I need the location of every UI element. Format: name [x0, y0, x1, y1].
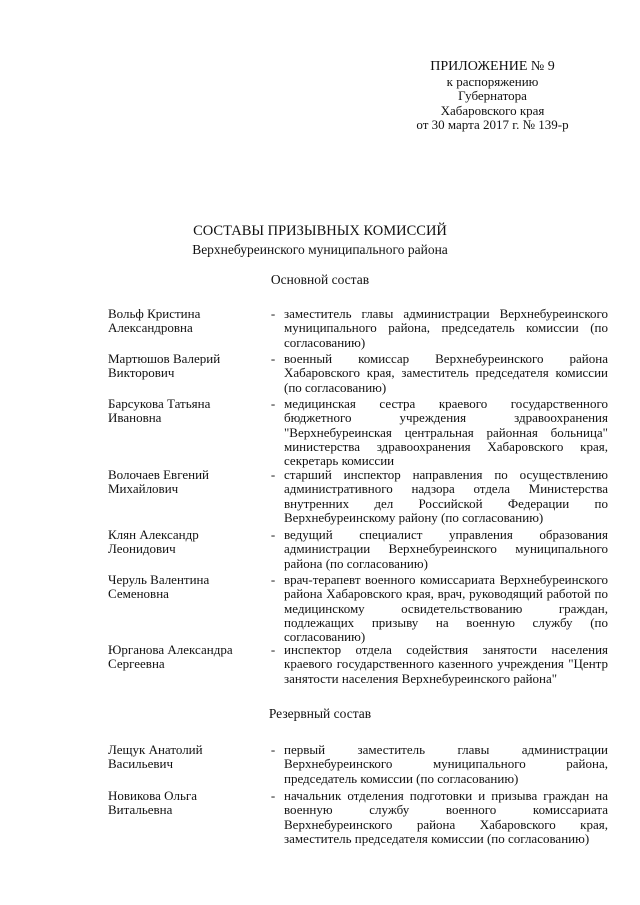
- member-dash: -: [270, 642, 276, 657]
- member-dash: -: [270, 396, 276, 411]
- member-role: старший инспектор направления по осуществлению административного надзора отдела Министерства внутренних дел Российской Федерации по Верхнебуреинскому району (по согласованию): [284, 467, 608, 525]
- member-role: врач-терапевт военного комиссариата Верхнебуреинского района Хабаровского края, врач, руководящий работой по медицинскому освидетельствованию граждан, подлежащих призыву на военную службу (по согласованию): [284, 572, 608, 645]
- member-name: Юрганова Александра Сергеевна: [108, 642, 233, 672]
- appendix-line: к распоряжению: [446, 73, 539, 89]
- appendix-date: от 30 марта 2017 г. № 139-р: [416, 117, 569, 132]
- member-dash: -: [270, 467, 276, 482]
- member-name: Лещук Анатолий Васильевич: [108, 742, 203, 772]
- member-dash: -: [270, 527, 276, 542]
- member-dash: -: [270, 306, 276, 321]
- member-name: Клян Александр Леонидович: [108, 527, 199, 557]
- appendix-block: [380, 60, 605, 133]
- member-name: Волочаев Евгений Михайлович: [108, 467, 209, 497]
- member-role: инспектор отдела содействия занятости населения краевого государственного казенного учреждения "Центр занятости населения Верхнебуреинского района": [284, 642, 608, 686]
- appendix-line: Хабаровского края: [440, 102, 545, 118]
- member-dash: -: [270, 788, 276, 803]
- member-role: начальник отделения подготовки и призыва граждан на военную службу военного комиссариата Верхнебуреинского района Хабаровского края, заместитель председателя комиссии (по согласованию): [284, 788, 608, 846]
- member-role: медицинская сестра краевого государственного бюджетного учреждения здравоохранения "Верхнебуреинская центральная районная больница" министерства здравоохранения Хабаровского края, секретарь комиссии: [284, 396, 608, 469]
- member-dash: -: [270, 351, 276, 366]
- member-name: Мартюшов Валерий Викторович: [108, 351, 221, 381]
- member-name: Вольф Кристина Александровна: [108, 306, 201, 336]
- member-name: Новикова Ольга Витальевна: [108, 788, 198, 818]
- member-role: заместитель главы администрации Верхнебуреинского муниципального района, председатель комиссии (по согласованию): [284, 306, 608, 350]
- member-dash: -: [270, 572, 276, 587]
- document-subtitle: Верхнебуреинского муниципального района: [192, 242, 448, 257]
- member-role: первый заместитель главы администрации Верхнебуреинского муниципального района, председатель комиссии (по согласованию): [284, 742, 608, 786]
- appendix-title: ПРИЛОЖЕНИЕ № 9: [430, 59, 555, 74]
- main-section-heading: Основной состав: [270, 272, 370, 287]
- member-name: Барсукова Татьяна Ивановна: [108, 396, 211, 426]
- appendix-line: Губернатора: [458, 88, 527, 103]
- document-title: СОСТАВЫ ПРИЗЫВНЫХ КОМИССИЙ: [193, 223, 447, 239]
- member-role: ведущий специалист управления образования администрации Верхнебуреинского муниципального района (по согласованию): [284, 527, 608, 571]
- member-name: Черуль Валентина Семеновна: [108, 572, 210, 602]
- member-role: военный комиссар Верхнебуреинского района Хабаровского края, заместитель председателя комиссии (по согласованию): [284, 351, 608, 395]
- reserve-section-heading: Резервный состав: [268, 706, 372, 721]
- member-dash: -: [270, 742, 276, 757]
